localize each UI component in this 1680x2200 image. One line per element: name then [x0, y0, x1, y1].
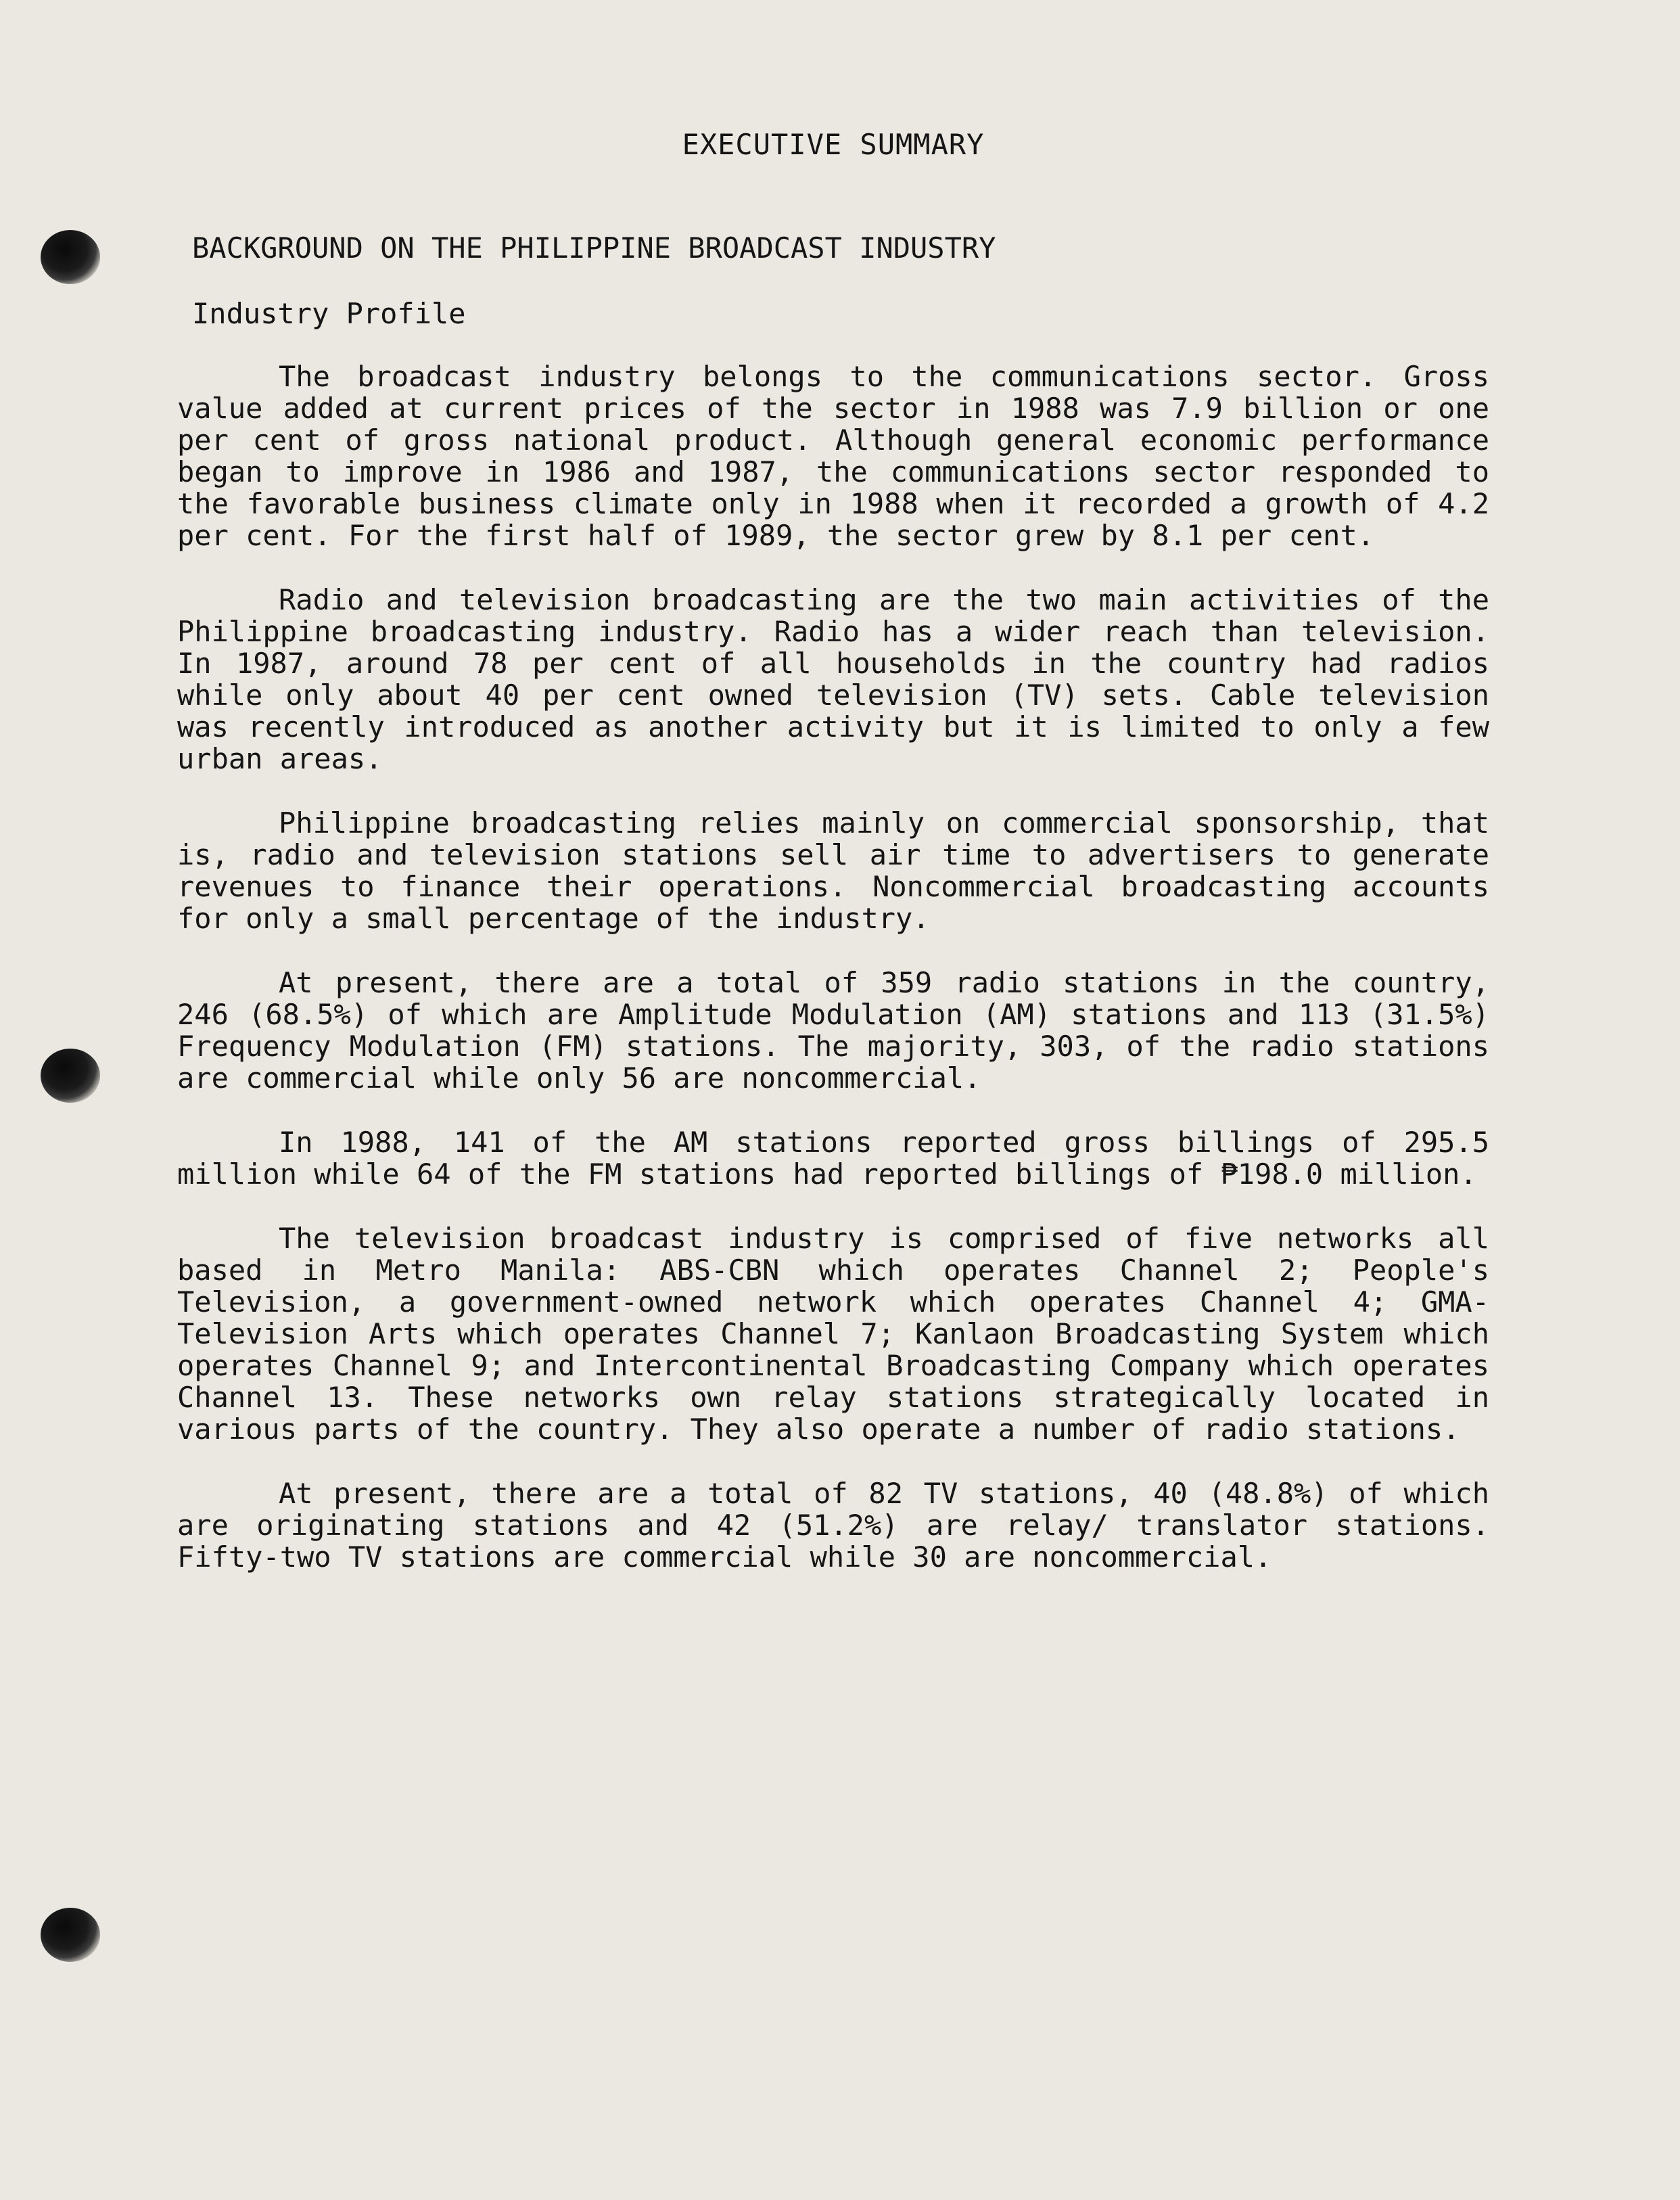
- paragraph-radio-tv-activities: Radio and television broadcasting are the two main activities of the Philippine broadcasting industry. Radio has a wider reach than television. In 1987, around 78 per cent of all households in the country had radios while only about 40 per cent owned television (TV) sets. Cable television was recently introduced as another activity but it is limited to only a few urban areas.: [177, 583, 1489, 775]
- binder-hole: [41, 1908, 100, 1962]
- document-body: [177, 129, 1489, 1605]
- paragraph-commercial-sponsorship: Philippine broadcasting relies mainly on commercial sponsorship, that is, radio and television stations sell air time to advertisers to generate revenues to finance their operations. Noncommercial broadcasting accounts for only a small percentage of the industry.: [177, 806, 1489, 935]
- paragraph-radio-stations: At present, there are a total of 359 radio stations in the country, 246 (68.5%) of which are Amplitude Modulation (AM) stations and 113 (31.5%) Frequency Modulation (FM) stations. The majority, 303, of the radio stations are commercial while only 56 are noncommercial.: [177, 966, 1489, 1095]
- paragraph-tv-networks: The television broadcast industry is comprised of five networks all based in Metro Manila: ABS-CBN which operates Channel 2; People's Television, a government-owned network which operates Channel 4; GMA-Television Arts which operates Channel 7; Kanlaon Broadcasting System which operates Channel 9; and Intercontinental Broadcasting Company which operates Channel 13. These networks own relay stations strategically located in various parts of the country. They also operate a number of radio stations.: [177, 1222, 1489, 1446]
- section-heading: BACKGROUND ON THE PHILIPPINE BROADCAST INDUSTRY: [192, 231, 996, 265]
- paragraph-gross-billings: In 1988, 141 of the AM stations reported gross billings of 295.5 million while 64 of the FM stations had reported billings of ₱198.0 million.: [177, 1126, 1489, 1191]
- page-title: EXECUTIVE SUMMARY: [682, 128, 985, 161]
- paragraph-tv-stations: At present, there are a total of 82 TV stations, 40 (48.8%) of which are originating stations and 42 (51.2%) are relay/ translator stations. Fifty-two TV stations are commercial while 30 are noncommercial.: [177, 1477, 1489, 1574]
- paragraph-sector-overview: The broadcast industry belongs to the communications sector. Gross value added at current prices of the sector in 1988 was 7.9 billion or one per cent of gross national product. Although general economic performance began to improve in 1986 and 1987, the communications sector responded to the favorable business climate only in 1988 when it recorded a growth of 4.2 per cent. For the first half of 1989, the sector grew by 8.1 per cent.: [177, 360, 1489, 552]
- binder-hole: [41, 1049, 100, 1103]
- sub-heading: Industry Profile: [192, 297, 466, 330]
- binder-hole: [41, 230, 100, 284]
